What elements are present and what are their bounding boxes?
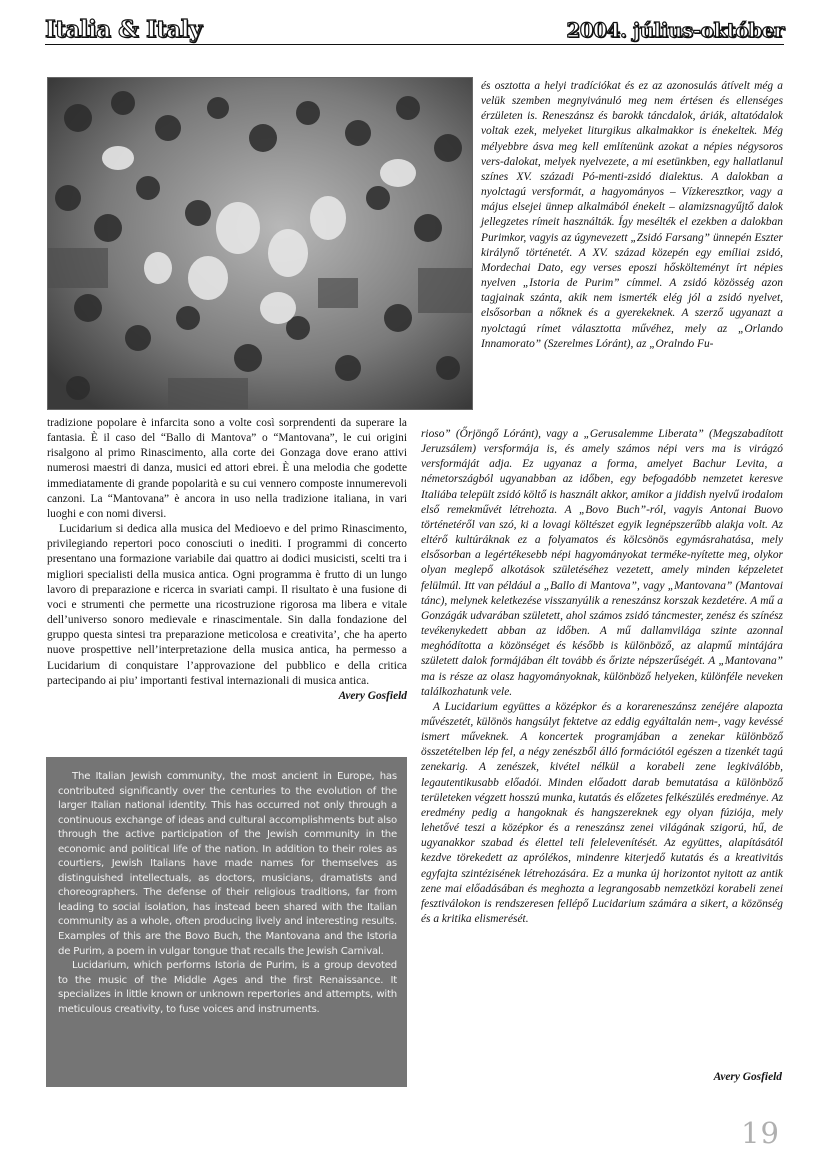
italian-paragraph-2: Lucidarium si dedica alla musica del Medioevo e del primo Rinascimento, privilegiando repertori poco conosciuti o inediti. I programmi di concerto presentano una formazione variabile dai quattro ai dodici musicisti, scelti tra i migliori specialisti della musica antica. Ogni programma è frutto di un lungo lavoro di preparazione e ricerca in svariati campi. Il risultato è una fusione di voci e strumenti che permette una ricostruzione rigorosa ma libera e vitale dell’universo sonoro medievale e rinascimentale. Sin dalla fondazione del gruppo questa sintesi tra preparazione meticolosa e creativita’, che ha aperto nuove prospettive nell’interpretazione della musica antica, ha permesso a Lucidarium di conquistare l’approvazione del pubblico e della critica partecipando ai piu’ importanti festival internazionali di musica antica. [47,523,407,687]
header-divider [45,44,784,45]
magazine-title: Italia & Italy [45,16,202,43]
crowd-photo-image [48,78,472,409]
english-paragraph-2: Lucidarium, which performs Istoria de Purim, is a group devoted to the music of the Middle Ages and the first Renaissance. It specializes in little known or unknown repertories and attempts, with meticulous creativity, to fuse voices and instruments. [58,960,397,1015]
english-summary-box [46,757,407,1087]
crowd-photo [47,77,473,410]
hungarian-signature: Avery Gosfield [713,1071,782,1083]
english-paragraph-1: The Italian Jewish community, the most ancient in Europe, has contributed significantly over the centuries to the evolution of the larger Italian national identity. This has occurred not only through a continuous exchange of ideas and cultural accomplishments but also through the active participation of the Jewish community in the economic and political life of the nation. In addition to their roles as courtiers, Jewish Italians have made names for themselves as distinguished intellectuals, as doctors, musicians, dramatists and choreographers. The defense of their religious traditions, far from leading to social isolation, has instead been shared with the Italian community as a whole, often producing lively and interesting results. Examples of this are the Bovo Buch, the Mantovana and the Istoria de Purim, a poem in vulgar tongue that recalls the Jewish Carnival. [58,771,397,957]
italian-article-column [47,416,407,704]
hungarian-column-top [481,79,783,352]
page-number: 19 [741,1116,780,1150]
italian-paragraph-1: tradizione popolare è infarcita sono a volte così sorprendenti da superare la fantasia. È il caso del “Ballo di Mantova” o “Mantovana”, le cui origini risalgono al primo Rinascimento, alla corte dei Gonzaga dove erano attivi numerosi maestri di danza, musici ed attori ebrei. È una melodia che godette immediatamente di grande popolarità e su cui vennero composte innumerevoli canzoni. La “Mantovana” è ancora in uso nella tradizione italiana, in vari luoghi e con nomi diversi. [47,417,407,520]
issue-date: 2004. július-október [566,18,784,42]
hungarian-paragraph-2: A Lucidarium együttes a középkor és a korareneszánsz zenéjére alapozta művészetét, különös hangsúlyt fektetve az eddig egyáltalán nem-, vagy kevéssé ismert műveknek. A koncertek programjában a zenekar különböző összetételben lép fel, a négy zenészből álló formációtól egészen a tizenkét tagú zenekarig. A zenészek, kivétel nélkül a korabeli zene legkiválóbb, legautentikusabb előadói. Minden előadott darab bemutatása a különböző területeken végzett hosszú munka, kutatás és előzetes felkészülés eredménye. Az eredmény pedig a hangoknak és hangszereknek egy olyan fúziója, mely lehetővé teszi a középkor és a reneszánsz zenei világának szigorú, hű, de ugyanakkor szabad és élettel teli felelevenítését. Az együttes, alapításától kezdve törekedett az aprólékos, mindenre kiterjedő kutatás és a kreativitás egyfajta szintézisének létrehozására. Ez a munka új horizontot nyitott az antik zene mai előadásában és meghozta a legrangosabb nemzetközi korabeli zenei fesztiválokon is rendszeresen fellépő Lucidarium számára a sikert, a közönség és a kritika elismerését. [421,700,783,925]
italian-signature: Avery Gosfield [338,689,407,702]
hungarian-paragraph-1: rioso” (Őrjöngő Lóránt), vagy a „Gerusalemme Liberata” (Megszabadított Jeruzsálem) versformája is, és amely számos népi vers ma is virágzó versformáját adja. Ez ugyanaz a forma, amelyet Bachur Levita, a németországból ugyanabban az időben, egy befogadóbb nemzetet keresve Italiába települt zsidó költő is használt akkor, amikor a jiddish nyelvű irodalom első remekművét létrehozta. A „Bovo Buch”-ról, vagyis Antonai Buovo történetéről van szó, ki a lovagi költészet egyik legnépszerűbb alakja volt. Az eltérő kultúráknak ez a folyamatos és kölcsönös egymásrahatása, mely elsősorban a legértékesebb népi hagyományokat terméke-nyítette meg, olykor olyan meglepő alkotások születéséhez vezetett, amely minden képzeletet felülmúl. Itt van például a „Ballo di Mantova”, vagy „Mantovana” (Mantovai tánc), melynek keletkezése visszanyúlik a reneszánsz korszak kezdetére. A mű a Gonzágák udvarában született, ahol számos zsidó táncmester, zenész és színész tevékenykedett abban az időben. A mű dallamvilága szinte azonnal meghódította a közönséget és később is különböző, az alapmű mintájára született dalok formájában élt tovább és őrizte népszerűségét. A „Mantovana” ma is része az olasz hagyományoknak, különböző helyeken, különféle neveken találkozhatunk vele. [421,428,783,698]
hungarian-paragraph-top: és osztotta a helyi tradíciókat és ez az azonosulás átívelt még a velük szemben megnyivánuló meg nem értésen és ellenséges érzületen is. Reneszánsz és barokk táncdalok, áriák, altatódalok voltak ezek, melyeket liturgikus alkalmakkor is énekeltek. Még mélyebbre ásva meg kell említenünk azokat a népies négysoros vers-dalokat, melyek nyelvezete, a mi esetünkben, egy hallatlanul színes XV. századi Pó-menti-zsidó dialektus. A dalokban a nyolctagú versformát, a hagyományos – Vízkeresztkor, vagy a május elsejei ünnep alkalmából énekelt – alamizsnagyűjtő dalok jellegzetes rímeit használták. Így mesélték el ezekben a dalokban Purimkor, vagyis az úgynevezett „Zsidó Farsang” ünnepén Eszter királynő történetét. A XV. század közepén egy emíliai zsidó, Mordechai Dato, egy verses eposzi hőskölteményt írt népies nyelven „Istoria de Purim” címmel. A zsidó közösség azon tagjainak szánta, akik nem ismerték elég jól a zsidó nyelvet, elsősorban a nőknek és a gyerekeknek. A szerző ugyanazt a nyolctagú rímet választotta művéhez, mely az „Orlando Innamorato” (Szerelmes Lóránt), az „Oralndo Fu- [481,80,783,350]
hungarian-column-main [421,427,783,927]
